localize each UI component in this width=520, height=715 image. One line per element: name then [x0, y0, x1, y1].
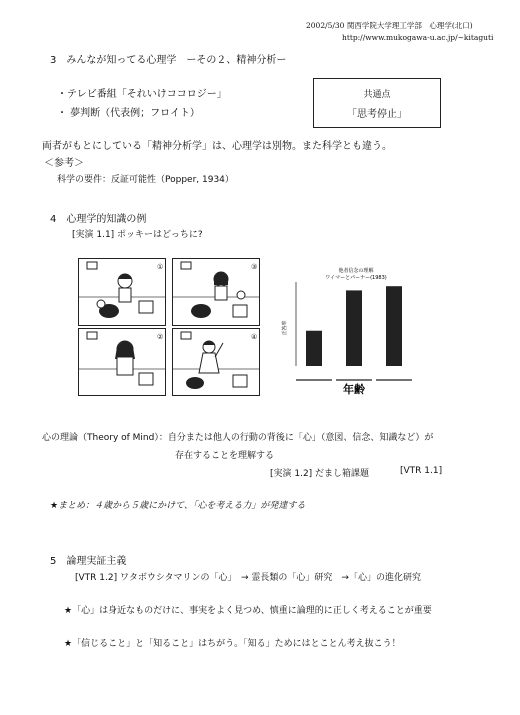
section3-item-tv: ・テレビ番組「それいけココロジー」 [57, 89, 227, 100]
theory-of-mind-line1: 心の理論（Theory of Mind）：自分または他人の行動の背後に「心」（意図、信念、知識など）が [42, 433, 434, 443]
header-date-course: 2002/5/30 関西学院大学理工学部 心理学(北口) [306, 21, 473, 30]
section3-paragraph: 両者がもとにしている「精神分析学」は、心理学は別物。また科学とも違う。 [42, 141, 392, 152]
demo-false-box: [実演 1.2] だまし箱課題 [270, 469, 370, 479]
chart-subtitle: ワイマーとパーナー(1983) [325, 275, 387, 281]
conclusion-star-2: ★「信じること」と「知ること」はちがう。「知る」ためにはとことん考え抜こう！ [64, 639, 401, 649]
section5-title: 5 論理実証主義 [50, 556, 127, 567]
chart-y-label: 正答率 [282, 320, 288, 336]
comic-panel-3 [172, 258, 260, 326]
header-url: http://www.mukogawa-u.ac.jp/~kitaguti [342, 33, 494, 42]
vtr-1-1: [VTR 1.1] [400, 466, 443, 476]
comic-panel-2 [78, 328, 166, 396]
section4-title: 4 心理学的知識の例 [50, 214, 147, 225]
demo-pocky: [実演 1.1] ポッキーはどっちに? [72, 230, 203, 240]
common-point-value: 「思考停止」 [347, 109, 407, 120]
chart-bar-2 [346, 290, 362, 366]
panel-3-number: ③ [251, 263, 258, 271]
section3-item-dream: ・ 夢判断（代表例；フロイト） [57, 108, 200, 119]
theory-of-mind-line2: 存在することを理解する [175, 451, 275, 461]
summary-line: ★まとめ：４歳から５歳にかけて、「心を考える力」が発達する [50, 501, 306, 511]
reference-line: 科学の要件：反証可能性（Popper, 1934） [57, 175, 234, 185]
chart-x-label: 年齢 [343, 383, 365, 396]
vtr-1-2-line: [VTR 1.2] ワタボウシタマリンの「心」 → 霊長類の「心」研究 →「心」の進化研究 [75, 573, 421, 583]
common-point-label: 共通点 [363, 90, 391, 100]
panel-4-number: ④ [251, 333, 258, 341]
comic-panel-4 [172, 328, 260, 396]
chart-bar-3 [386, 286, 402, 366]
chart-title: 他者信念の理解 [338, 268, 374, 274]
chart-bar-1 [306, 331, 322, 366]
comic-panel-1 [78, 258, 166, 326]
false-belief-chart [268, 258, 438, 398]
common-point-box [313, 78, 441, 128]
conclusion-star-1: ★「心」は身近なものだけに、事実をよく見つめ、慎重に論理的に正しく考えることが重要 [64, 606, 432, 616]
panel-1-number: ① [157, 263, 164, 271]
panel-2-number: ② [157, 333, 164, 341]
section3-title: 3 みんなが知ってる心理学 ーその２、精神分析ー [50, 55, 287, 66]
reference-heading: ＜参考＞ [44, 158, 84, 169]
